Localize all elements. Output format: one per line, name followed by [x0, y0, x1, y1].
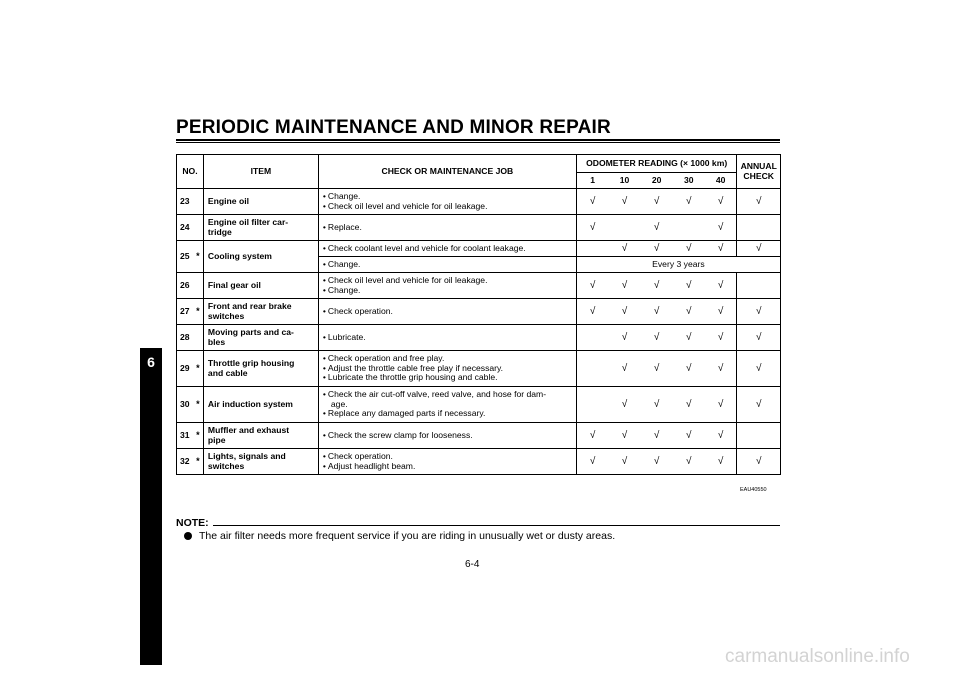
check-mark: √ [608, 351, 640, 387]
row-item-line: Air induction system [207, 398, 293, 409]
check-mark: √ [705, 387, 737, 423]
job-line: • Adjust headlight beam. [323, 462, 576, 472]
check-mark [608, 215, 640, 241]
row-item-line: tridge [207, 226, 232, 237]
job-line: • Change. [323, 286, 576, 296]
check-mark: √ [673, 325, 705, 351]
row-job [318, 387, 576, 423]
row-item-line: Cooling system [207, 250, 272, 261]
table-row [177, 189, 781, 215]
row-item [203, 215, 318, 241]
table-row [177, 351, 781, 387]
row-item-line: switches [207, 460, 245, 471]
check-mark: √ [705, 351, 737, 387]
title-rule [176, 139, 780, 141]
job-line: • Adjust the throttle cable free play if necessary. [323, 364, 576, 374]
check-mark: √ [705, 241, 737, 257]
annual-check [737, 273, 781, 299]
check-mark: √ [576, 273, 608, 299]
row-job [318, 241, 576, 257]
annual-check: √ [737, 351, 781, 387]
check-mark: √ [608, 299, 640, 325]
watermark: carmanualsonline.info [725, 646, 910, 667]
check-mark: √ [641, 241, 673, 257]
row-number: 26 [177, 273, 197, 299]
check-mark: √ [608, 387, 640, 423]
row-item [203, 423, 318, 449]
row-item-line: pipe [207, 434, 226, 445]
header-no: NO. [177, 155, 204, 189]
doc-code: EAU40550 [740, 487, 767, 493]
row-number: 31 [177, 423, 197, 449]
row-number: 32 [177, 449, 197, 475]
check-mark: √ [608, 273, 640, 299]
table-row [177, 325, 781, 351]
header-item: ITEM [203, 155, 318, 189]
row-item [203, 241, 318, 273]
header-odometer: ODOMETER READING (× 1000 km) [576, 155, 737, 173]
note-item-text: The air filter needs more frequent service if you are riding in unusually wet or dusty areas. [199, 530, 616, 542]
job-line: • Check operation. [323, 307, 576, 317]
check-mark: √ [705, 449, 737, 475]
job-line: • Check operation and free play. [323, 354, 576, 364]
row-item-line: Moving parts and ca- [207, 326, 294, 337]
check-mark: √ [641, 215, 673, 241]
check-mark: √ [705, 325, 737, 351]
row-star [196, 215, 203, 241]
check-mark: √ [576, 423, 608, 449]
job-line: • Replace. [323, 223, 576, 233]
row-item-line: Lights, signals and [207, 450, 286, 461]
note-rule [213, 525, 780, 526]
row-item [203, 351, 318, 387]
job-line: • Change. [323, 260, 576, 270]
row-item [203, 273, 318, 299]
check-mark: √ [705, 299, 737, 325]
row-number: 24 [177, 215, 197, 241]
row-number: 28 [177, 325, 197, 351]
annual-check [737, 215, 781, 241]
row-number: 23 [177, 189, 197, 215]
check-mark: √ [673, 273, 705, 299]
annual-check: √ [737, 189, 781, 215]
job-line: • Check operation. [323, 452, 576, 462]
table-row [177, 449, 781, 475]
check-mark: √ [705, 215, 737, 241]
annual-check: √ [737, 449, 781, 475]
note-label: NOTE: [176, 517, 209, 529]
row-star: * [196, 449, 203, 475]
annual-check: √ [737, 387, 781, 423]
page-number: 6-4 [465, 559, 480, 570]
maintenance-table [176, 154, 781, 475]
table-row [177, 215, 781, 241]
row-number: 29 [177, 351, 197, 387]
check-mark: √ [673, 299, 705, 325]
table-row [177, 299, 781, 325]
check-mark [673, 215, 705, 241]
row-item [203, 325, 318, 351]
annual-check [737, 423, 781, 449]
check-mark: √ [673, 423, 705, 449]
row-star: * [196, 241, 203, 273]
row-job [318, 215, 576, 241]
row-item-line: Engine oil [207, 195, 249, 206]
check-mark: √ [608, 325, 640, 351]
header-odometer-col: 30 [673, 173, 705, 189]
check-mark: √ [608, 423, 640, 449]
check-mark: √ [608, 189, 640, 215]
chapter-tab-label: 6 [147, 354, 155, 370]
row-item-line: Muffler and exhaust [207, 424, 290, 435]
check-mark: √ [576, 299, 608, 325]
check-mark: √ [673, 387, 705, 423]
header-odometer-col: 40 [705, 173, 737, 189]
header-odometer-col: 1 [576, 173, 608, 189]
row-item [203, 449, 318, 475]
check-mark [576, 351, 608, 387]
row-job [318, 189, 576, 215]
bullet-icon [184, 532, 192, 540]
job-line: • Replace any damaged parts if necessary. [323, 409, 576, 419]
row-job [318, 273, 576, 299]
row-item-line: Engine oil filter car- [207, 216, 289, 227]
check-mark: √ [705, 423, 737, 449]
check-mark: √ [673, 449, 705, 475]
row-star: * [196, 351, 203, 387]
row-job [318, 325, 576, 351]
check-mark: √ [641, 387, 673, 423]
row-item-line: and cable [207, 367, 248, 378]
header-odometer-col: 10 [608, 173, 640, 189]
check-mark: √ [673, 241, 705, 257]
interval-span: Every 3 years [576, 257, 780, 273]
annual-check: √ [737, 299, 781, 325]
header-odometer-col: 20 [641, 173, 673, 189]
row-item [203, 299, 318, 325]
check-mark: √ [705, 189, 737, 215]
row-number: 27 [177, 299, 197, 325]
check-mark: √ [641, 325, 673, 351]
note-item [184, 530, 615, 542]
row-star: * [196, 299, 203, 325]
row-star: * [196, 387, 203, 423]
check-mark [576, 241, 608, 257]
header-job: CHECK OR MAINTENANCE JOB [318, 155, 576, 189]
row-star: * [196, 423, 203, 449]
job-line: • Check oil level and vehicle for oil leakage. [323, 202, 576, 212]
page-title: PERIODIC MAINTENANCE AND MINOR REPAIR [176, 117, 611, 138]
chapter-tab[interactable] [140, 348, 162, 665]
table-row [177, 387, 781, 423]
check-mark: √ [641, 423, 673, 449]
annual-check: √ [737, 325, 781, 351]
job-line: • Check oil level and vehicle for oil leakage. [323, 276, 576, 286]
row-item-line: switches [207, 310, 245, 321]
row-number: 25 [177, 241, 197, 273]
row-job [318, 351, 576, 387]
check-mark: √ [641, 299, 673, 325]
check-mark [576, 387, 608, 423]
check-mark: √ [608, 241, 640, 257]
row-star [196, 273, 203, 299]
job-line: • Lubricate. [323, 333, 576, 343]
job-line: • Change. [323, 192, 576, 202]
row-number: 30 [177, 387, 197, 423]
job-line: • Lubricate the throttle grip housing and cable. [323, 373, 576, 383]
check-mark: √ [705, 273, 737, 299]
job-line: • Check the screw clamp for looseness. [323, 431, 576, 441]
check-mark: √ [673, 189, 705, 215]
check-mark: √ [641, 351, 673, 387]
row-item [203, 387, 318, 423]
check-mark: √ [641, 189, 673, 215]
job-line-cont: age. [330, 398, 348, 409]
row-job [318, 299, 576, 325]
row-job [318, 423, 576, 449]
row-star [196, 325, 203, 351]
table-row [177, 273, 781, 299]
job-line: • Check the air cut-off valve, reed valve, and hose for dam- [323, 390, 576, 400]
row-star [196, 189, 203, 215]
check-mark: √ [673, 351, 705, 387]
table-row [177, 423, 781, 449]
check-mark [576, 325, 608, 351]
row-job [318, 449, 576, 475]
row-item-line: Front and rear brake [207, 300, 292, 311]
annual-check: √ [737, 241, 781, 257]
check-mark: √ [576, 189, 608, 215]
check-mark: √ [608, 449, 640, 475]
row-item-line: Throttle grip housing [207, 357, 295, 368]
table-row [177, 241, 781, 257]
check-mark: √ [576, 215, 608, 241]
job-line: • Check coolant level and vehicle for coolant leakage. [323, 244, 576, 254]
check-mark: √ [641, 449, 673, 475]
title-rule-thin [176, 142, 780, 143]
row-item-line: Final gear oil [207, 279, 261, 290]
check-mark: √ [576, 449, 608, 475]
check-mark: √ [641, 273, 673, 299]
header-annual: ANNUAL CHECK [737, 155, 781, 189]
row-item-line: bles [207, 336, 226, 347]
row-item [203, 189, 318, 215]
row-job [318, 257, 576, 273]
